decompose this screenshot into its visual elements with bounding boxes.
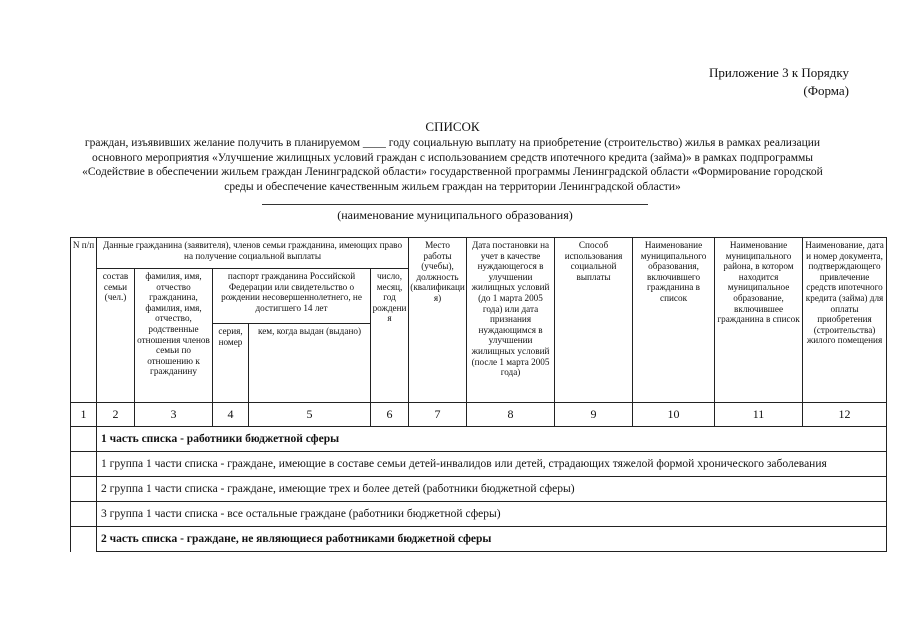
group-label: 1 группа 1 части списка - граждане, имеющие в составе семьи детей-инвалидов или детей, страдающих тяжелой формой хронического заболевания [97, 452, 887, 477]
group-row-group-2 [71, 477, 887, 502]
header-payment-method: Способ использования социальной выплаты [555, 238, 633, 403]
column-number: 12 [803, 403, 887, 427]
group-label: 1 часть списка - работники бюджетной сферы [97, 427, 887, 452]
header-document: Наименование, дата и номер документа, подтверждающего привлечение средств ипотечного кредита (займа) для оплаты приобретения (строительства) жилого помещения [803, 238, 887, 403]
header-municipality-name: Наименование муниципального образования, включившего гражданина в список [633, 238, 715, 403]
group-row-blank-cell [71, 452, 97, 477]
column-number: 7 [409, 403, 467, 427]
column-number: 5 [249, 403, 371, 427]
group-row-group-1 [71, 452, 887, 477]
title-body: граждан, изъявивших желание получить в планируемом ____ году социальную выплату на приобретение (строительство) жилья в рамках реализации основного мероприятия «Улучшение жилищных условий граждан с использованием средств ипотечного кредита (займа)» в рамках подпрограммы «Содействие в обеспечении жильем граждан Ленинградской области» государственной программы Ленинградской области «Формирование городской среды и обеспечение качественным жильем граждан на территории Ленинградской области» [82, 137, 823, 193]
header-series: серия, номер [213, 324, 249, 403]
group-row-part-2 [71, 527, 887, 552]
header-passport: паспорт гражданина Российской Федерации или свидетельство о рождении несовершеннолетнего, не достигшего 14 лет [213, 269, 371, 324]
column-number: 10 [633, 403, 715, 427]
group-row-blank-cell [71, 527, 97, 552]
group-row-group-3 [71, 502, 887, 527]
group-row-blank-cell [71, 502, 97, 527]
municipality-underline [262, 204, 648, 205]
appendix-line-2: (Форма) [803, 83, 849, 98]
appendix-line-1: Приложение 3 к Порядку [709, 65, 849, 80]
group-row-blank-cell [71, 477, 97, 502]
column-number: 9 [555, 403, 633, 427]
group-label: 2 группа 1 части списка - граждане, имеющие трех и более детей (работники бюджетной сферы) [97, 477, 887, 502]
column-number: 4 [213, 403, 249, 427]
header-n: N п/п [71, 238, 97, 403]
column-number: 11 [715, 403, 803, 427]
header-fio: фамилия, имя, отчество гражданина, фамилия, имя, отчество, родственные отношения членов семьи по отношению к гражданину [135, 269, 213, 403]
column-number: 2 [97, 403, 135, 427]
column-number: 6 [371, 403, 409, 427]
header-row-1 [71, 238, 887, 269]
column-number: 1 [71, 403, 97, 427]
group-label: 2 часть списка - граждане, не являющиеся работниками бюджетной сферы [97, 527, 887, 552]
header-workplace: Место работы (учебы), должность (квалификация) [409, 238, 467, 403]
list-table [70, 237, 887, 552]
header-registration-date: Дата постановки на учет в качестве нуждающегося в улучшении жилищных условий (до 1 марта 2005 года) или дата признания нуждающимся в улучшении жилищных условий (после 1 марта 2005 года) [467, 238, 555, 403]
column-number: 3 [135, 403, 213, 427]
column-number: 8 [467, 403, 555, 427]
appendix-label [709, 64, 849, 100]
header-applicant-data: Данные гражданина (заявителя), членов семьи гражданина, имеющих право на получение социальной выплаты [97, 238, 409, 269]
header-district-name: Наименование муниципального района, в котором находится муниципальное образование, включившее гражданина в список [715, 238, 803, 403]
header-family-size: состав семьи (чел.) [97, 269, 135, 403]
group-label: 3 группа 1 части списка - все остальные граждане (работники бюджетной сферы) [97, 502, 887, 527]
column-number-row [71, 403, 887, 427]
group-row-part-1 [71, 427, 887, 452]
document-title [80, 118, 825, 194]
header-issued: кем, когда выдан (выдано) [249, 324, 371, 403]
group-row-blank-cell [71, 427, 97, 452]
header-birth-date: число, месяц, год рождения [371, 269, 409, 403]
municipality-caption: (наименование муниципального образования) [337, 208, 573, 222]
title-heading: СПИСОК [425, 119, 480, 134]
